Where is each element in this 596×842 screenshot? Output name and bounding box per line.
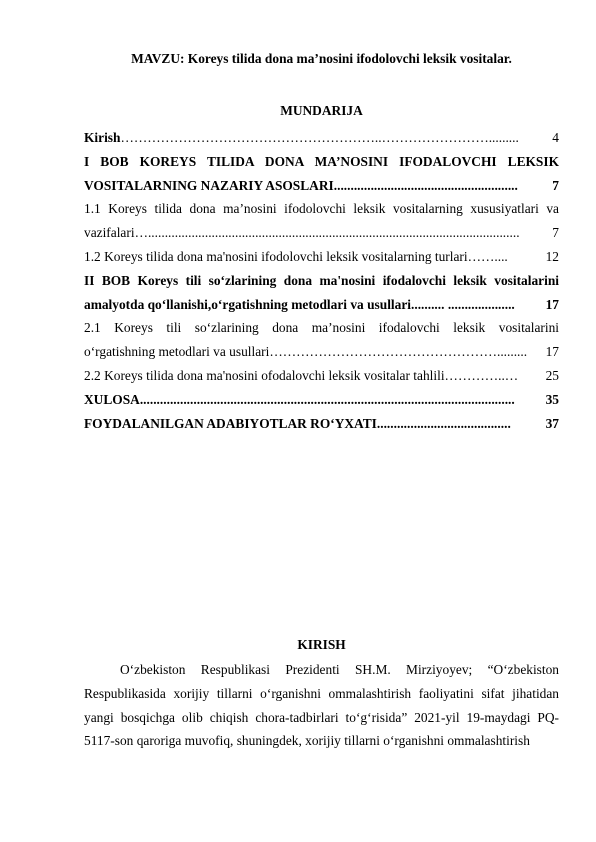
toc-entry-page: 25 xyxy=(545,367,559,383)
toc-entry-chapter-2-line1[interactable]: II BOB Koreys tili so‘zlarining dona ma'nosini ifodalovchi leksik vositalarini xyxy=(84,272,559,288)
toc-entry-leader: ……………………………………………......... xyxy=(269,344,528,360)
toc-entry-leader: …………..… xyxy=(444,367,519,383)
toc-entry-xulosa[interactable] xyxy=(84,388,559,412)
toc-entry-page: 7 xyxy=(552,225,559,241)
toc-entry-chapter-2-line2[interactable] xyxy=(84,293,559,317)
toc-entry-2-1-line2[interactable] xyxy=(84,340,559,364)
toc-entry-text: amalyotda qo‘llanishi,o‘rgatishning metodlari va usullari xyxy=(84,296,411,312)
table-of-contents xyxy=(84,126,559,435)
toc-entry-chapter-1-line1[interactable]: I BOB KOREYS TILIDA DONA MA’NOSINI IFODALOVCHI LEKSIK xyxy=(84,153,559,169)
toc-entry-text: FOYDALANILGAN ADABIYOTLAR RO‘YXATI xyxy=(84,415,377,431)
toc-entry-2-1-line1[interactable]: 2.1 Koreys tili so‘zlarining dona ma’nosini ifodalovchi leksik vositalarini xyxy=(84,320,559,336)
toc-entry-page: 12 xyxy=(545,248,559,264)
toc-entry-1-2[interactable] xyxy=(84,245,559,269)
toc-heading: MUNDARIJA xyxy=(280,103,363,118)
section-heading-kirish: KIRISH xyxy=(297,637,346,652)
toc-entry-leader: ........................................ xyxy=(376,415,511,431)
toc-entry-text: o‘rgatishning metodlari va usullari xyxy=(84,344,270,360)
toc-entry-page: 35 xyxy=(545,391,559,407)
toc-entry-page: 7 xyxy=(552,177,559,193)
document-title: MAVZU: Koreys tilida dona ma’nosini ifodolovchi leksik vositalar. xyxy=(131,51,512,66)
toc-entry-text: 2.2 Koreys tilida dona ma'nosini ofodalovchi leksik vositalar tahlili xyxy=(84,367,445,383)
toc-entry-text: vazifalari xyxy=(84,225,135,241)
toc-entry-chapter-1-line2[interactable] xyxy=(84,174,559,198)
toc-entry-page: 37 xyxy=(545,415,559,431)
toc-entry-2-2[interactable] xyxy=(84,364,559,388)
toc-entry-page: 17 xyxy=(545,296,559,312)
toc-entry-leader: ................................................................................................................ xyxy=(139,391,515,407)
toc-entry-page: 17 xyxy=(545,344,559,360)
toc-entry-text: XULOSA xyxy=(84,391,140,407)
toc-entry-text: VOSITALARNING NAZARIY ASOSLARI xyxy=(84,177,334,193)
toc-entry-kirish[interactable] xyxy=(84,126,559,150)
toc-entry-leader: …............................................................................................................... xyxy=(134,225,520,241)
toc-entry-1-1-line1[interactable]: 1.1 Koreys tilida dona ma’nosini ifodolovchi leksik vositalarning xususiyatlari va xyxy=(84,201,559,217)
intro-paragraph: O‘zbekiston Respublikasi Prezidenti SH.M. Mirziyoyev; “O‘zbekiston Respublikasida xorijiy tillarni o‘rganishni ommalashtirish faoliyatini sifat jihatidan yangi bosqichga olib chiqish chora-tadbirlari to‘g‘risida” 2021-yil 19-maydagi PQ-5117-son qaroriga muvofiq, shuningdek, xorijiy tillarni o‘rganishni ommalashtirish xyxy=(84,662,559,749)
toc-entry-1-1-line2[interactable] xyxy=(84,221,559,245)
toc-entry-bibliography[interactable] xyxy=(84,412,559,436)
toc-entry-page: 4 xyxy=(552,130,559,145)
toc-entry-text: Kirish xyxy=(84,130,121,145)
toc-entry-leader: ....................................................... xyxy=(333,177,518,193)
toc-entry-leader: …….... xyxy=(467,248,508,264)
toc-entry-text: 1.2 Koreys tilida dona ma'nosini ifodolovchi leksik vositalarning turlari xyxy=(84,248,468,264)
toc-entry-leader: .......... .................... xyxy=(411,296,515,312)
toc-entry-leader: …………………………………………………..……………………......... xyxy=(120,130,519,145)
